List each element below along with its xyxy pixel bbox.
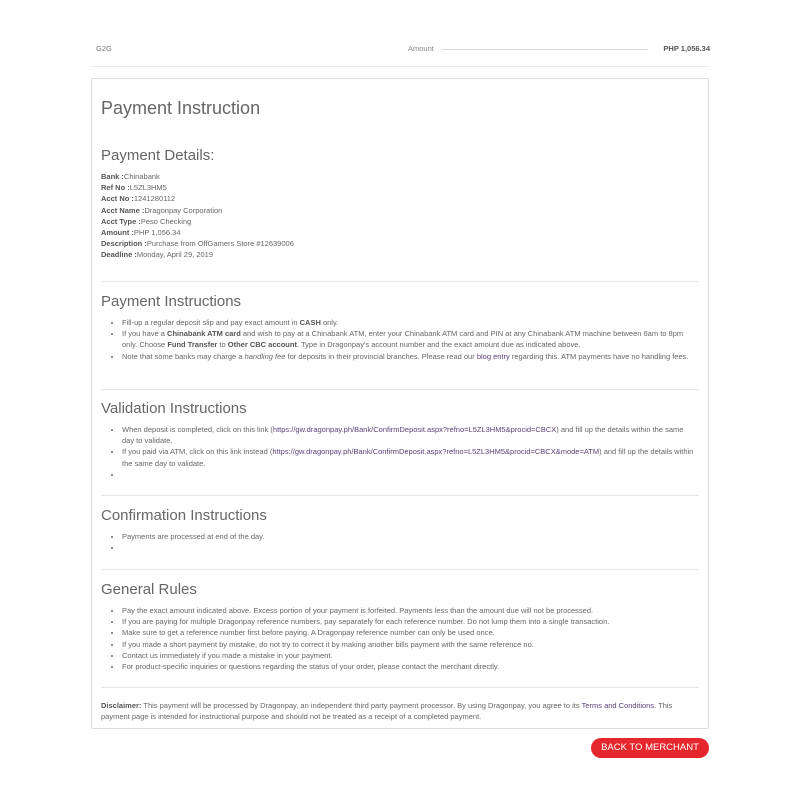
top-bar — [90, 44, 710, 56]
list-item: • When deposit is completed, click on this link (https://gw.dragonpay.ph/Bank/ConfirmDeposit.aspx?refno=L5ZL3HM5&procid=CBCX) and fill up the details within the same day to validate. — [122, 424, 697, 446]
list-item: • If you made a short payment by mistake, do not try to correct it by making another bills payment with the same reference no. — [122, 639, 697, 650]
list-item: • Payments are processed at end of the day. — [122, 531, 697, 542]
list-item: • If you are paying for multiple Dragonpay reference numbers, pay separately for each reference number. Do not lump them into a single transaction. — [122, 616, 697, 627]
list-item: • For product-specific inquiries or questions regarding the status of your order, please contact the merchant directly. — [122, 661, 697, 672]
detail-deadline: Deadline :Monday, April 29, 2019 — [101, 250, 214, 260]
section-divider — [101, 569, 699, 570]
detail-amount: Amount :PHP 1,056.34 — [101, 228, 181, 238]
validation-instructions-list — [115, 424, 697, 480]
back-to-merchant-button[interactable]: BACK TO MERCHANT — [591, 738, 709, 758]
confirmation-instructions-heading: Confirmation Instructions — [101, 507, 267, 524]
list-item: • Pay the exact amount indicated above. Excess portion of your payment is forfeited. Payments less than the amount due will not be processed. — [122, 605, 697, 616]
validation-instructions-heading: Validation Instructions — [101, 400, 247, 417]
general-rules-heading: General Rules — [101, 581, 197, 598]
list-item — [122, 469, 697, 480]
section-divider — [101, 495, 699, 496]
amount-value: PHP 1,056.34 — [663, 44, 710, 53]
confirm-deposit-atm-link[interactable]: https://gw.dragonpay.ph/Bank/ConfirmDeposit.aspx?refno=L5ZL3HM5&procid=CBCX&mode=ATM — [272, 447, 600, 457]
detail-ref-no: Ref No :L5ZL3HM5 — [101, 183, 167, 193]
terms-and-conditions-link[interactable]: Terms and Conditions — [581, 701, 655, 710]
instruction-card — [91, 78, 709, 729]
detail-description: Description :Purchase from OffGamers Store #12639006 — [101, 239, 294, 249]
amount-label: Amount — [408, 44, 434, 53]
detail-acct-name: Acct Name :Dragonpay Corporation — [101, 205, 223, 215]
detail-bank: Bank :Chinabank — [101, 172, 160, 181]
confirmation-instructions-list — [115, 531, 697, 553]
page-title: Payment Instruction — [101, 98, 261, 118]
merchant-name: G2G — [96, 44, 112, 53]
amount-divider — [442, 49, 648, 50]
list-item: • Fill-up a regular deposit slip and pay exact amount in CASH only. — [122, 317, 697, 328]
detail-acct-type: Acct Type :Peso Checking — [101, 216, 192, 226]
general-rules-list — [115, 605, 697, 672]
section-divider — [101, 687, 699, 688]
payment-instructions-heading: Payment Instructions — [101, 293, 242, 310]
confirm-deposit-link[interactable]: https://gw.dragonpay.ph/Bank/ConfirmDeposit.aspx?refno=L5ZL3HM5&procid=CBCX — [272, 425, 557, 434]
list-item: • If you paid via ATM, click on this link instead (https://gw.dragonpay.ph/Bank/ConfirmDeposit.aspx?refno=L5ZL3HM5&procid=CBCX&mode=ATM) and fill up the details within the same day to validate. — [122, 446, 697, 468]
list-item: • Make sure to get a reference number first before paying. A Dragonpay reference number can only be used once. — [122, 627, 697, 638]
payment-details-heading: Payment Details: — [101, 147, 215, 164]
detail-acct-no: Acct No :1241280112 — [101, 194, 176, 204]
list-item: • If you have a Chinabank ATM card and wish to pay at a Chinabank ATM, enter your Chinabank ATM card and PIN at any Chinabank ATM machine between 6am to 8pm only. Choose Fund Transfer to Other CBC account. Type in Dragonpay's account number and the exact amount due as indicated above. — [122, 328, 697, 350]
payment-details-list — [101, 171, 294, 261]
section-divider — [101, 389, 699, 390]
disclaimer: Disclaimer: This payment will be processed by Dragonpay, an independent third party payment processor. By using Dragonpay, you agree to its Terms and Conditions. This payment page is intended for instructional purpose and should not be treated as a receipt of a completed payment. — [101, 701, 673, 722]
blog-entry-link[interactable]: blog entry — [476, 351, 510, 361]
list-item: • Note that some banks may charge a handling fee for deposits in their provincial branches. Please read our blog entry regarding this. ATM payments have no handling fees. — [122, 351, 697, 362]
list-item — [122, 542, 697, 553]
list-item: • Contact us immediately if you made a mistake in your payment. — [122, 650, 697, 661]
header-divider — [90, 66, 710, 67]
payment-instructions-list — [115, 317, 697, 362]
section-divider — [101, 281, 699, 282]
